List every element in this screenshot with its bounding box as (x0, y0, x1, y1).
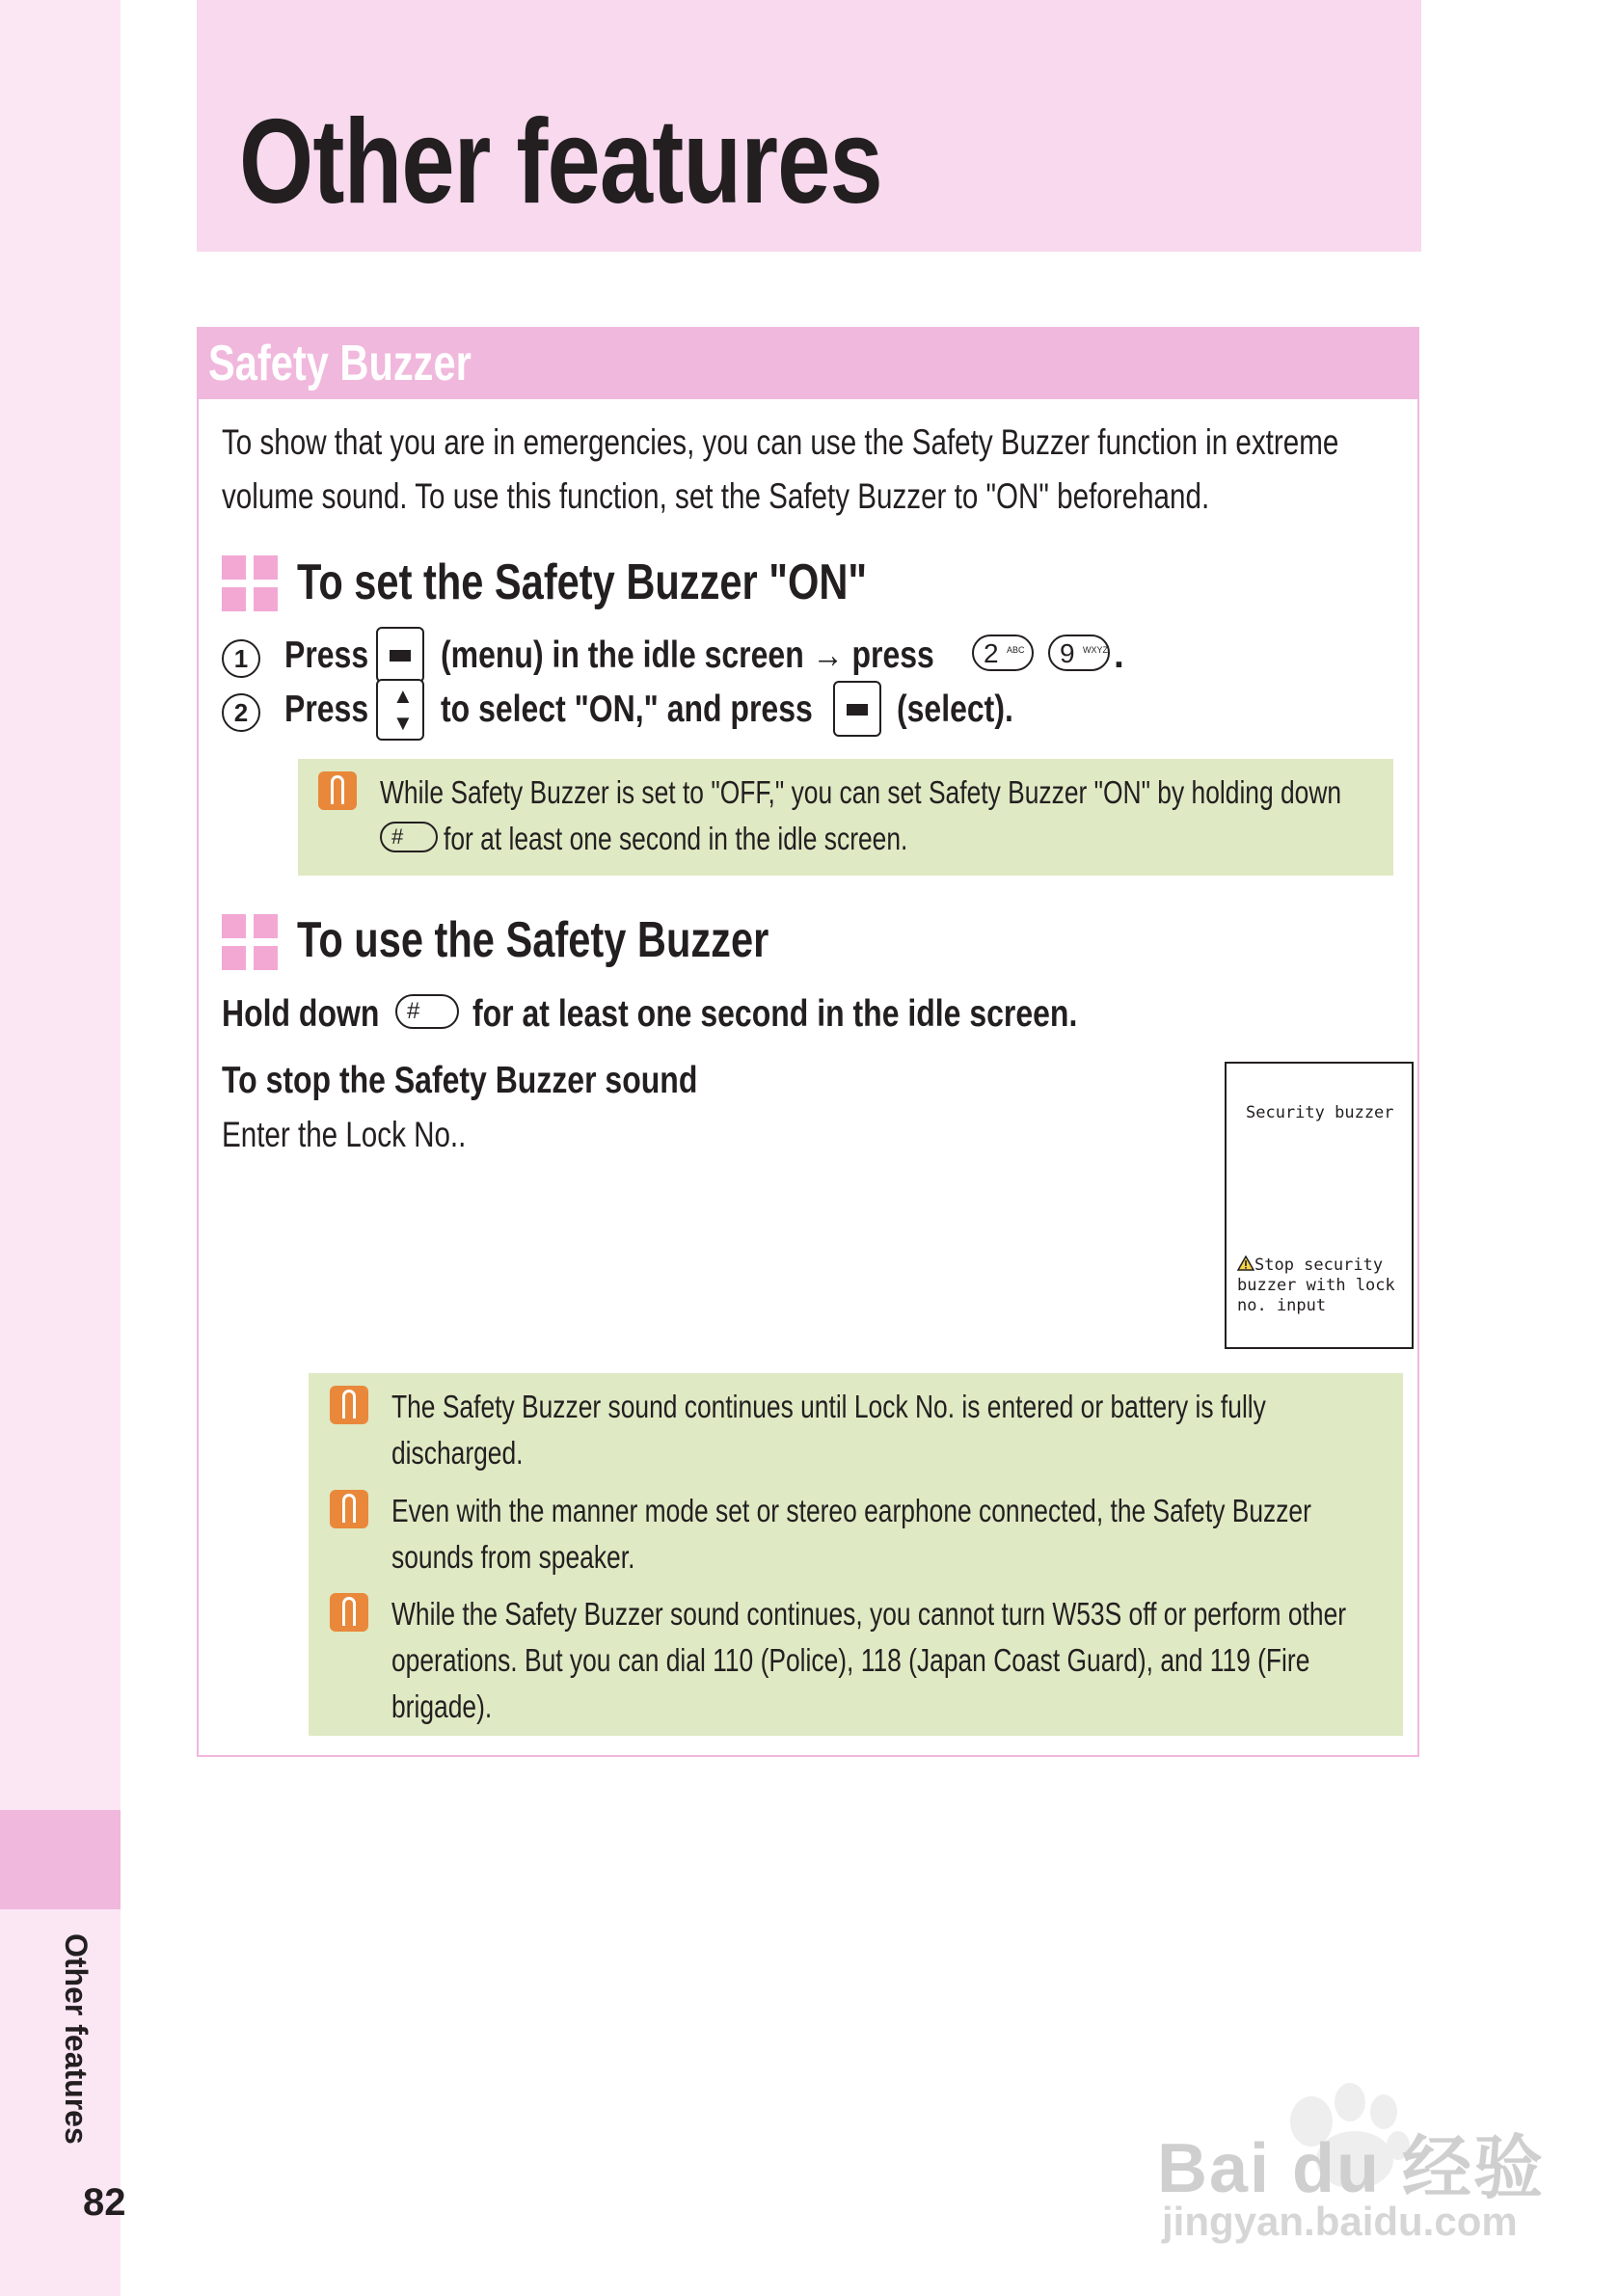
intro-text-line2: volume sound. To use this function, set the Safety Buzzer to "ON" beforehand. (222, 476, 1210, 516)
subheading-use: To use the Safety Buzzer (297, 912, 769, 968)
navigation-key-icon: ▲ ▼ (376, 679, 424, 741)
intro-text-line1: To show that you are in emergencies, you can use the Safety Buzzer function in extreme (222, 422, 1339, 462)
note-3-line1: While the Safety Buzzer sound continues, you cannot turn W53S off or perform other (391, 1596, 1347, 1632)
hand-pointer-icon (330, 1490, 368, 1528)
screen-title: Security buzzer (1246, 1103, 1394, 1122)
stop-text: Enter the Lock No.. (222, 1115, 467, 1154)
page-number: 82 (83, 2181, 126, 2224)
hash-key-icon: # (395, 994, 459, 1029)
note-1-line1: The Safety Buzzer sound continues until Lock No. is entered or battery is fully (391, 1389, 1266, 1424)
screen-warning-line3: no. input (1237, 1296, 1327, 1315)
step-2-end: (select). (897, 689, 1013, 730)
step-1-text: (menu) in the idle screen → press (441, 635, 934, 676)
hold-down-prefix: Hold down (222, 993, 380, 1035)
warning-icon (1237, 1256, 1254, 1276)
step-2: 2 Press (222, 683, 387, 737)
step-1: 1 Press (222, 629, 373, 683)
note-2-line2: sounds from speaker. (391, 1539, 635, 1575)
side-section-label: Other features (59, 1933, 94, 2145)
key-2-icon: 2 ABC (972, 635, 1034, 671)
hash-key-icon: # (380, 822, 438, 852)
note-text-line2: for at least one second in the idle screen. (444, 821, 908, 856)
side-tab (0, 1810, 121, 1909)
note-2-line1: Even with the manner mode set or stereo earphone connected, the Safety Buzzer (391, 1493, 1311, 1528)
subheading-set-on: To set the Safety Buzzer "ON" (297, 554, 868, 610)
key-9-icon: 9 WXYZ (1048, 635, 1110, 671)
step-2-text: to select "ON," and press (441, 689, 813, 730)
hold-down-suffix: for at least one second in the idle screen. (472, 993, 1078, 1035)
step-number: 2 (222, 693, 260, 732)
page-title: Other features (239, 95, 882, 229)
note-3-line2: operations. But you can dial 110 (Police), 118 (Japan Coast Guard), and 119 (Fire (391, 1642, 1310, 1678)
subheading-bullet-icon (222, 914, 278, 970)
watermark-url: jingyan.baidu.com (1162, 2199, 1518, 2244)
section-title: Safety Buzzer (208, 336, 472, 392)
menu-key-icon (376, 627, 424, 683)
note-3-line3: brigade). (391, 1688, 493, 1724)
step-1-end: . (1114, 635, 1124, 676)
screen-warning-line1: Stop security (1254, 1256, 1384, 1275)
step-number: 1 (222, 639, 260, 678)
subheading-bullet-icon (222, 555, 278, 611)
hand-pointer-icon (330, 1593, 368, 1632)
watermark-brand: Bai du 经验 (1157, 2130, 1546, 2207)
note-text-line1: While Safety Buzzer is set to "OFF," you can set Safety Buzzer "ON" by holding down (380, 774, 1342, 810)
hand-pointer-icon (330, 1386, 368, 1424)
select-key-icon (833, 681, 881, 737)
stop-heading: To stop the Safety Buzzer sound (222, 1060, 698, 1101)
note-1-line2: discharged. (391, 1435, 524, 1471)
hand-pointer-icon (318, 771, 357, 810)
screen-warning-line2: buzzer with lock (1237, 1276, 1395, 1295)
